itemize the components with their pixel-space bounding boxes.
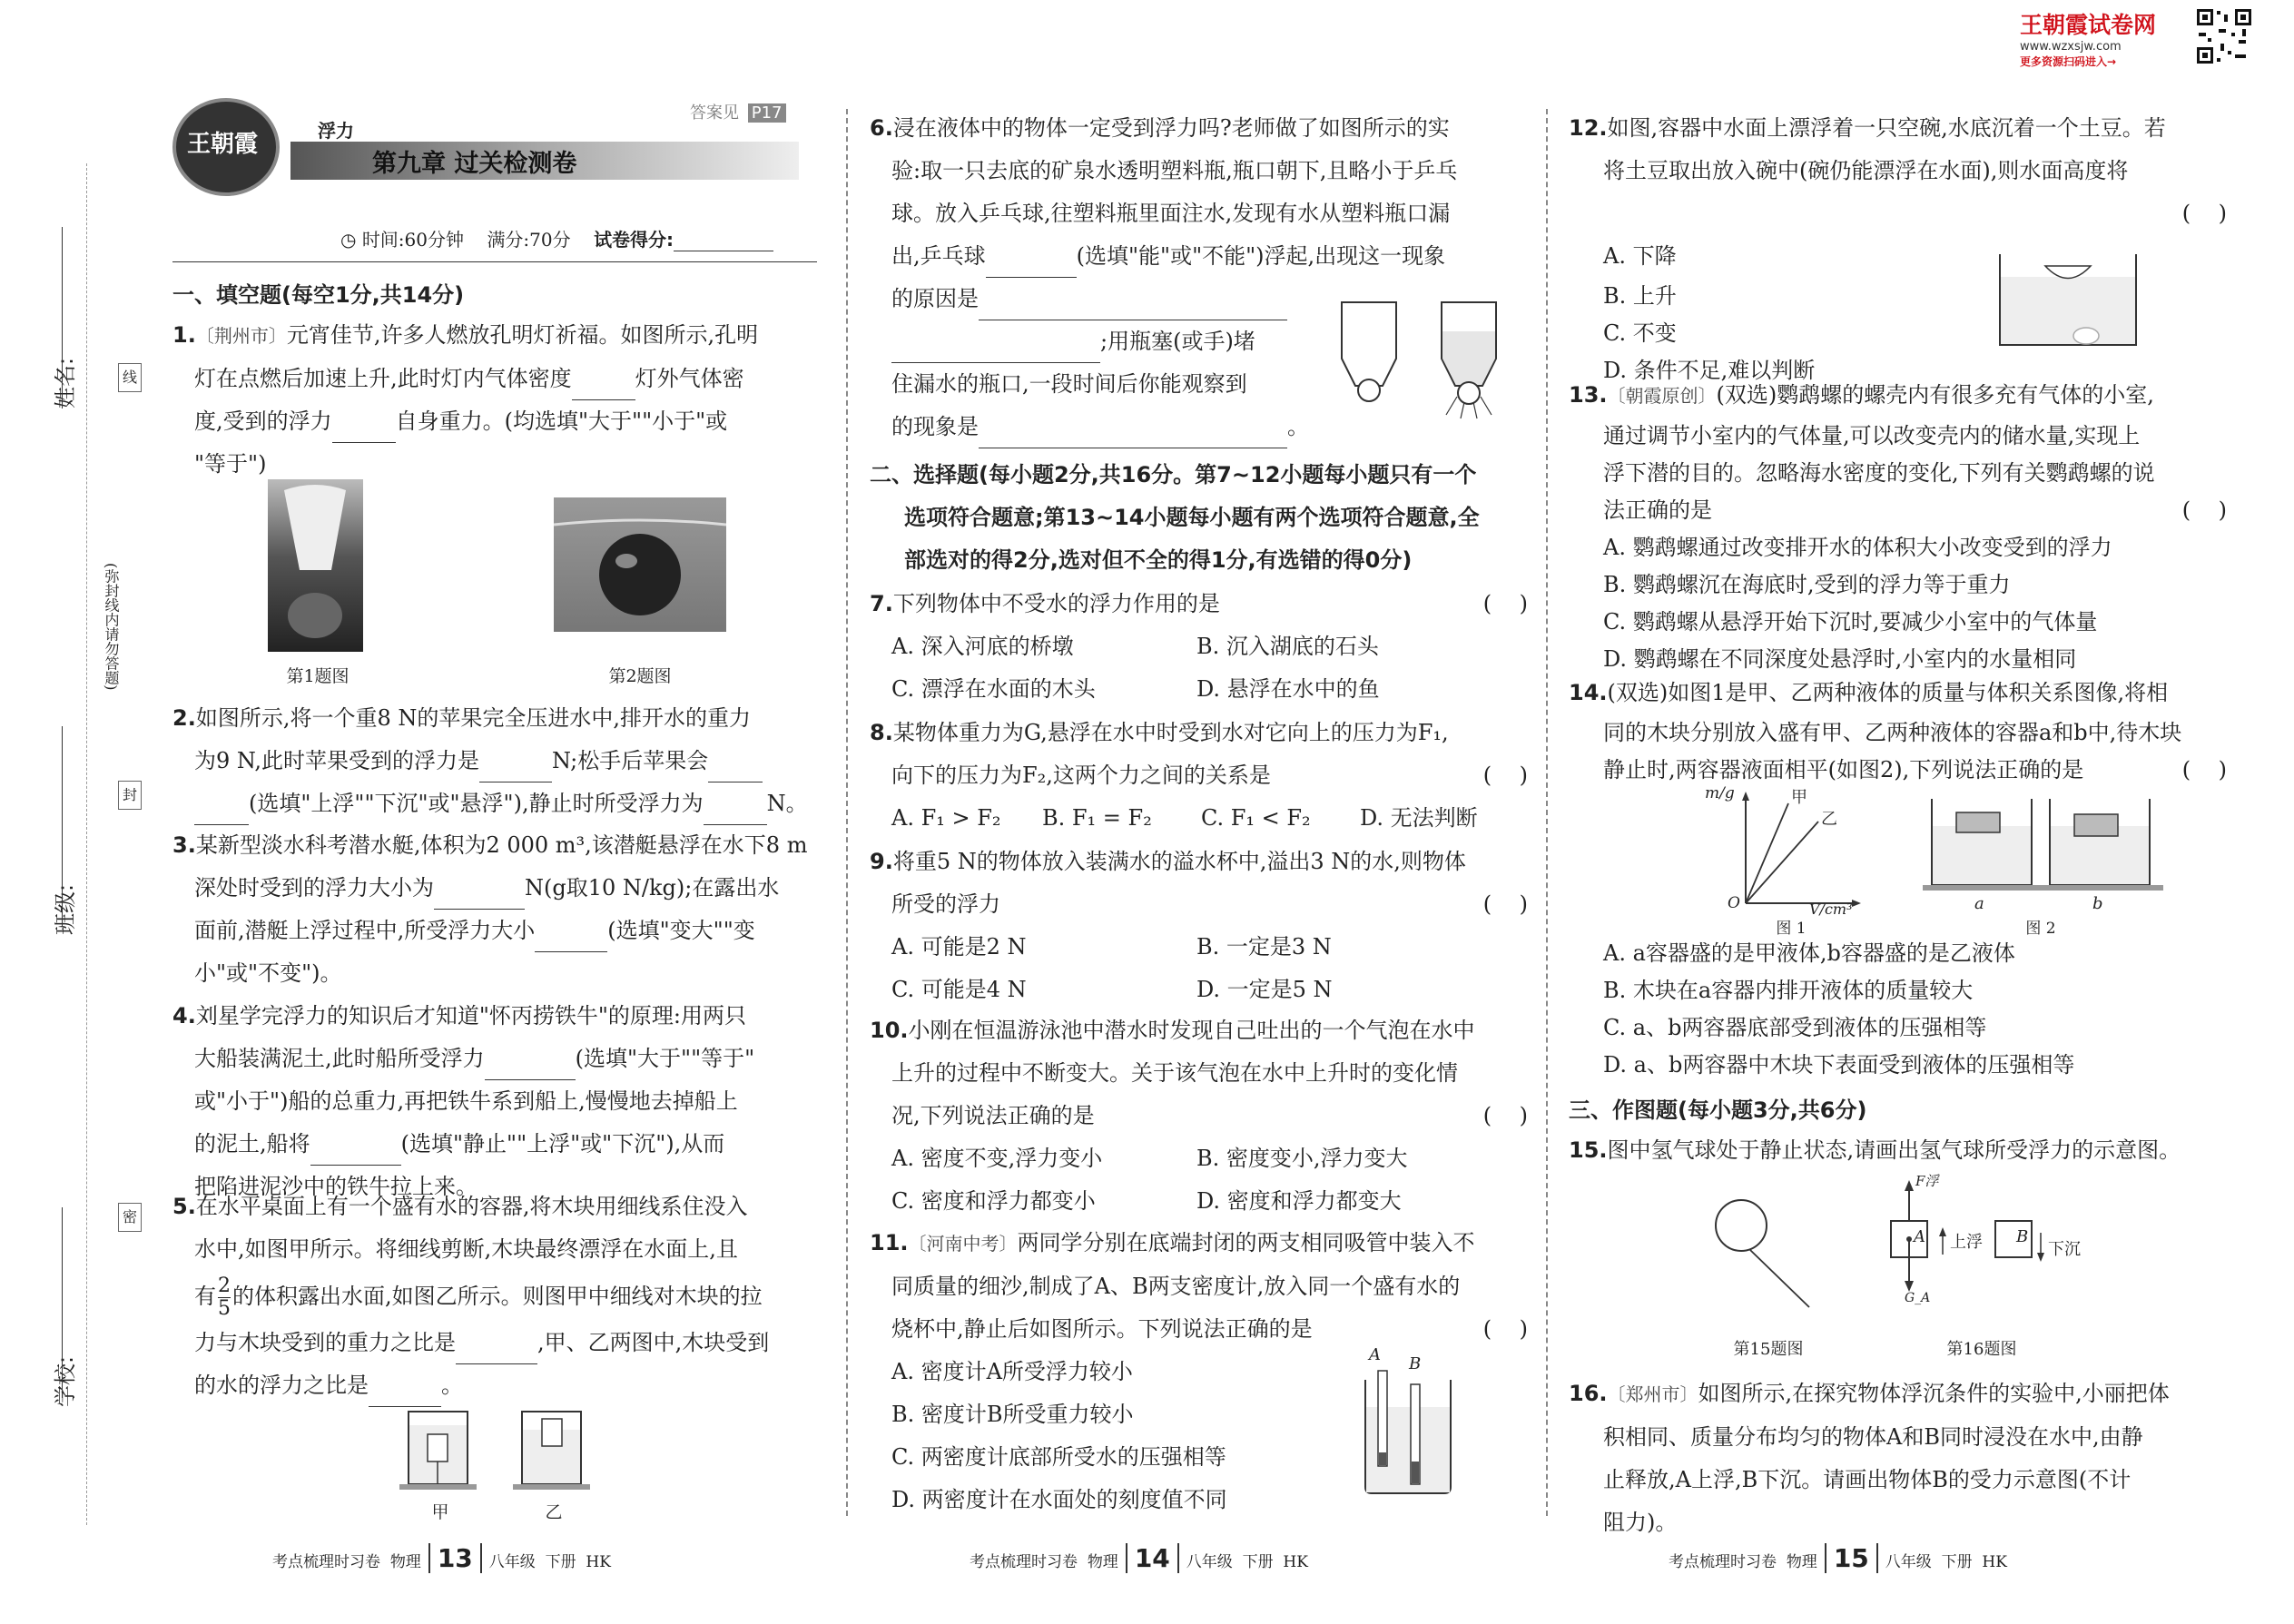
q8-option-d[interactable]: D. 无法判断 (1360, 805, 1478, 831)
q13-source-tag: 〔朝霞原创〕 (1607, 385, 1717, 407)
q3-number: 3. (172, 832, 196, 858)
q5-frac-num: 2 (218, 1275, 231, 1297)
q6-text-1: 浸在液体中的物体一定受到浮力吗?老师做了如图所示的实 (892, 115, 1450, 141)
footer-edition: HK (1982, 1553, 2007, 1571)
q14-label-a: a (1974, 894, 1984, 913)
question-1 (172, 314, 826, 486)
q4-text-4a: 的泥土,船将 (194, 1131, 310, 1156)
question-16 (1569, 1373, 2227, 1544)
q8-text-2: 向下的压力为F₂,这两个力之间的关系是 (891, 763, 1271, 788)
binding-margin (0, 0, 172, 1624)
name-line (62, 227, 63, 408)
seal-note: (弥封线内请勿答题) (103, 563, 120, 691)
exam-full-score: 满分:70分 (487, 229, 571, 251)
page-number-14: 14 (1126, 1543, 1179, 1573)
q12-option-a[interactable]: A. 下降 (1603, 243, 1677, 269)
q1-text-3a: 度,受到的浮力 (194, 408, 332, 434)
q9-option-c[interactable]: C. 可能是4 N (891, 977, 1027, 1002)
section-2-line-2: 选项符合题意;第13~14小题每小题有两个选项符合题意,全 (904, 505, 1480, 530)
q5-text-5a: 的水的浮力之比是 (194, 1373, 369, 1398)
q14-label-b: b (2092, 894, 2103, 913)
q2-blank-3[interactable] (194, 801, 249, 825)
clock-icon: ◷ (340, 229, 357, 251)
q6-text-2: 验:取一只去底的矿泉水透明塑料瓶,瓶口朝下,且略小于乒乓 (891, 158, 1458, 183)
question-9 (870, 841, 1528, 1011)
q13-option-d[interactable]: D. 鹦鹉螺在不同深度处悬浮时,小室内的水量相同 (1603, 646, 2077, 672)
q14-number: 14. (1569, 680, 1608, 705)
q1-text-2b: 灯外气体密 (635, 366, 744, 391)
q13-option-a[interactable]: A. 鹦鹉螺通过改变排开水的体积大小改变受到的浮力 (1603, 535, 2112, 560)
column-divider-2 (1546, 109, 1548, 1516)
school-line (62, 1207, 63, 1398)
q10-text-3: 况,下列说法正确的是 (891, 1103, 1095, 1128)
question-14-options (1569, 935, 2227, 1084)
fig1-caption: 第1题图 (286, 666, 350, 686)
q2-blank-2[interactable] (708, 758, 763, 782)
q4-text-4b: (选填"静止""上浮"或"下沉"),从而 (400, 1131, 725, 1156)
q5-text-4b: ,甲、乙两图中,木块受到 (537, 1330, 770, 1355)
q16-text-4: 阻力)。 (1603, 1510, 1678, 1535)
q1-text-2a: 灯在点燃后加速上升,此时灯内气体密度 (194, 366, 572, 391)
q13-text-1: (双选)鹦鹉螺的螺壳内有很多充有气体的小室, (1716, 382, 2154, 408)
q16-caption: 第16题图 (1946, 1340, 2017, 1359)
exam-time: 时间:60分钟 (361, 229, 464, 251)
q13-number: 13. (1569, 382, 1608, 408)
question-2 (172, 697, 826, 825)
exam-meta (340, 225, 773, 251)
q12-text-1: 如图,容器中水面上漂浮着一只空碗,水底沉着一个土豆。若 (1607, 115, 2166, 141)
class-line (62, 726, 63, 926)
q2-text-3b: N。 (766, 791, 808, 816)
q9-option-b[interactable]: B. 一定是3 N (1196, 934, 1332, 960)
q10-answer-paren[interactable]: ( ) (1482, 1103, 1528, 1128)
q15-text-1: 图中氢气球处于静止状态,请画出氢气球所受浮力的示意图。 (1607, 1137, 2181, 1163)
footer-term: 下册 (1941, 1553, 1973, 1571)
q4-text-2a: 大船装满泥土,此时船所受浮力 (194, 1046, 485, 1071)
q12-option-d[interactable]: D. 条件不足,难以判断 (1603, 358, 1816, 383)
footer-subject: 物理 (389, 1553, 421, 1571)
meta-divider (172, 261, 817, 262)
site-url: www.wzxsjw.com (2020, 40, 2122, 54)
q5-fig-jia: 甲 (431, 1502, 449, 1522)
q16-text-2: 积相同、质量分布均匀的物体A和B同时浸没在水中,由静 (1603, 1424, 2143, 1450)
q6-blank-2[interactable] (979, 296, 1287, 320)
school-label: 学校: (53, 1355, 78, 1407)
apple-photo (554, 497, 726, 632)
section-1-heading: 一、填空题(每空1分,共14分) (172, 282, 465, 308)
footer-edition: HK (586, 1553, 611, 1571)
footer-series: 考点梳理时习卷 (272, 1553, 380, 1571)
q6-text-8b: 。 (1287, 414, 1309, 439)
footer-series: 考点梳理时习卷 (1669, 1553, 1777, 1571)
q6-blank-4[interactable] (979, 424, 1287, 448)
q3-text-3a: 面前,潜艇上浮过程中,所受浮力大小 (194, 918, 536, 943)
footer-edition: HK (1283, 1553, 1308, 1571)
q11-text-3: 烧杯中,静止后如图所示。下列说法正确的是 (891, 1316, 1313, 1342)
q6-number: 6. (870, 115, 893, 141)
q6-bottle-figure (1337, 295, 1519, 422)
q14-text-1: (双选)如图1是甲、乙两种液体的质量与体积关系图像,将相 (1607, 680, 2169, 705)
q3-text-3b: (选填"变大""变 (607, 918, 755, 943)
q1-source-tag: 〔荆州市〕 (195, 325, 287, 347)
answer-ref-label: 答案见 (690, 103, 739, 123)
q4-text-1: 刘星学完浮力的知识后才知道"怀丙捞铁牛"的原理:用两只 (195, 1003, 746, 1029)
answer-ref (690, 100, 786, 123)
q5-fig-yi: 乙 (545, 1502, 563, 1522)
site-tagline: 更多资源扫码进入→ (2020, 55, 2117, 68)
q3-text-1: 某新型淡水科考潜水艇,体积为2 000 m³,该潜艇悬浮在水下8 m (195, 832, 808, 858)
q7-number: 7. (870, 591, 893, 616)
q14-yi-label: 乙 (1821, 810, 1837, 829)
q13-option-c[interactable]: C. 鹦鹉螺从悬浮开始下沉时,要减少小室中的气体量 (1603, 609, 2098, 635)
q7-stem: 下列物体中不受水的浮力作用的是 (892, 591, 1220, 616)
q1-text-3b: 自身重力。(均选填"大于""小于"或 (395, 408, 728, 434)
subject-tag: 浮力 (318, 120, 354, 142)
q8-option-b[interactable]: B. F₁ = F₂ (1042, 805, 1152, 831)
q10-option-a[interactable]: A. 密度不变,浮力变小 (891, 1146, 1103, 1171)
question-10 (870, 1009, 1528, 1223)
q9-option-a[interactable]: A. 可能是2 N (891, 934, 1027, 960)
section-3-heading: 三、作图题(每小题3分,共6分) (1569, 1097, 1867, 1123)
q14-fig2-caption: 图 2 (2025, 920, 2056, 938)
q8-answer-paren[interactable]: ( ) (1482, 763, 1528, 788)
q13-text-2: 通过调节小室内的气体量,可以改变壳内的储水量,实现上 (1603, 423, 2141, 448)
answer-ref-page: P17 (748, 103, 786, 123)
q6-blank-1[interactable] (986, 253, 1077, 278)
q9-answer-paren[interactable]: ( ) (1482, 891, 1528, 917)
q11-label-a: A (1369, 1345, 1381, 1364)
q6-text-4a: 出,乒乓球 (891, 243, 986, 269)
q12-number: 12. (1569, 115, 1608, 141)
q9-number: 9. (870, 849, 893, 874)
q9-text-2: 所受的浮力 (891, 891, 1000, 917)
q6-text-7: 住漏水的瓶口,一段时间后你能观察到 (891, 371, 1247, 397)
q5-text-5b: 。 (441, 1373, 463, 1398)
q15-number: 15. (1569, 1137, 1608, 1163)
q11-text-1: 两同学分别在底端封闭的两支相同吸管中装入不 (1017, 1230, 1475, 1255)
q11-hydrometer-figure (1358, 1345, 1458, 1498)
footer-subject: 物理 (1786, 1553, 1817, 1571)
q11-number: 11. (870, 1230, 909, 1255)
name-label: 姓名: (53, 357, 78, 408)
q5-text-3b: 的体积露出水面,如图乙所示。则图甲中细线对木块的拉 (232, 1284, 763, 1309)
question-14 (1569, 672, 2227, 789)
q14-containers (1918, 794, 2181, 940)
q10-number: 10. (870, 1018, 909, 1043)
column-divider-1 (846, 109, 848, 1516)
chapter-banner (172, 98, 817, 191)
section-2-line-3: 部选对的得2分,选对但不全的得1分,有选错的得0分) (904, 547, 1413, 573)
q10-option-c[interactable]: C. 密度和浮力都变小 (891, 1188, 1096, 1214)
q7-option-c[interactable]: C. 漂浮在水面的木头 (891, 676, 1096, 702)
q11-option-a[interactable]: A. 密度计A所受浮力较小 (891, 1359, 1133, 1384)
q4-text-3: 或"小于")船的总重力,再把铁牛系到船上,慢慢地去掉船上 (194, 1088, 738, 1114)
question-7 (870, 583, 1528, 711)
q2-text-1: 如图所示,将一个重8 N的苹果完全压进水中,排开水的重力 (195, 705, 751, 731)
seal-mark-1: 线 (118, 363, 142, 392)
footer-page-15 (1669, 1543, 2007, 1573)
q3-text-2a: 深处时受到的浮力大小为 (194, 875, 434, 901)
q11-option-b[interactable]: B. 密度计B所受重力较小 (891, 1402, 1134, 1427)
q16-number: 16. (1569, 1381, 1608, 1406)
q6-blank-3[interactable] (891, 339, 1100, 363)
q16-label-b: B (2016, 1227, 2029, 1246)
q10-text-1: 小刚在恒温游泳池中潜水时发现自己吐出的一个气泡在水中 (908, 1018, 1475, 1043)
q14-fig1-caption: 图 1 (1776, 920, 1807, 938)
q8-option-a[interactable]: A. F₁ > F₂ (891, 805, 1001, 831)
q16-label-f: F浮 (1915, 1173, 1939, 1189)
q11-answer-paren[interactable]: ( ) (1482, 1316, 1528, 1342)
page-title: 第九章 过关检测卷 (372, 150, 577, 178)
q1-text-4: "等于") (194, 451, 267, 477)
footer-grade: 八年级 (1186, 1553, 1233, 1571)
q6-text-8a: 的现象是 (891, 414, 979, 439)
exam-score-label: 试卷得分: (594, 229, 674, 251)
q8-text-1: 某物体重力为G,悬浮在水中时受到水对它向上的压力为F₁, (892, 720, 1449, 745)
q1-text-1: 元宵佳节,许多人燃放孔明灯祈福。如图所示,孔明 (286, 322, 759, 348)
q6-text-5: 的原因是 (891, 286, 979, 311)
question-15 (1569, 1129, 2227, 1172)
q14-ylabel: m/g (1705, 784, 1735, 802)
q14-option-a[interactable]: A. a容器盛的是甲液体,b容器盛的是乙液体 (1603, 940, 2015, 966)
fig2-caption: 第2题图 (608, 666, 672, 686)
q2-text-3a: (选填"上浮""下沉"或"悬浮"),静止时所受浮力为 (249, 791, 704, 816)
q4-text-5: 把陷进泥沙中的铁牛拉上来。 (194, 1174, 478, 1199)
q2-blank-4[interactable] (704, 801, 767, 825)
q14-jia-label: 甲 (1791, 788, 1807, 807)
q3-text-2b: N(g取10 N/kg);在露出水 (525, 875, 780, 901)
score-blank[interactable] (674, 227, 773, 251)
q5-text-4a: 力与木块受到的重力之比是 (194, 1330, 456, 1355)
q16-text-3: 止释放,A上浮,B下沉。请画出物体B的受力示意图(不计 (1603, 1467, 2132, 1492)
q6-text-4b: (选填"能"或"不能")浮起,出现这一现象 (1076, 243, 1446, 269)
question-8 (870, 712, 1528, 840)
q12-option-b[interactable]: B. 上升 (1603, 283, 1677, 309)
q6-text-6: ;用瓶塞(或手)堵 (1100, 329, 1255, 354)
seal-mark-3: 密 (118, 1203, 142, 1232)
column-page-14 (870, 0, 1528, 1624)
footer-subject: 物理 (1087, 1553, 1118, 1571)
footer-grade: 八年级 (488, 1553, 536, 1571)
footer-page-14 (970, 1543, 1308, 1573)
q15-caption: 第15题图 (1733, 1340, 1804, 1359)
q16-forces-figure (1868, 1171, 2168, 1307)
footer-series: 考点梳理时习卷 (970, 1553, 1078, 1571)
q14-option-b[interactable]: B. 木块在a容器内排开液体的质量较大 (1603, 978, 1974, 1003)
q14-xlabel: V/cm³ (1809, 901, 1853, 918)
q2-blank-1[interactable] (479, 758, 552, 782)
section-2-heading (870, 454, 1528, 582)
q11-label-b: B (1409, 1354, 1422, 1373)
q14-origin-label: O (1728, 894, 1740, 912)
q16-text-1: 如图所示,在探究物体浮沉条件的实验中,小丽把体 (1698, 1381, 2170, 1406)
brand-badge-text: 王朝霞 (186, 131, 258, 158)
site-brand: 王朝霞试卷网 (2020, 12, 2157, 38)
q11-option-d[interactable]: D. 两密度计在水面处的刻度值不同 (891, 1487, 1227, 1512)
column-page-15 (1569, 0, 2231, 1624)
section-2-line-1: 二、选择题(每小题2分,共16分。第7~12小题每小题只有一个 (870, 462, 1477, 487)
q13-text-3: 浮下潜的目的。忽略海水密度的变化,下列有关鹦鹉螺的说 (1603, 460, 2155, 486)
footer-term: 下册 (1242, 1553, 1274, 1571)
page-number-15: 15 (1825, 1543, 1878, 1573)
q3-text-4: 小"或"不变")。 (194, 960, 342, 986)
q15-balloon-figure (1705, 1185, 1841, 1312)
q1-blank-1[interactable] (572, 376, 635, 400)
q7-option-d[interactable]: D. 悬浮在水中的鱼 (1196, 676, 1380, 702)
q1-blank-2[interactable] (332, 418, 396, 443)
q2-text-2b: N;松手后苹果会 (552, 748, 709, 773)
class-label: 班级: (53, 883, 78, 935)
q13-option-b[interactable]: B. 鹦鹉螺沉在海底时,受到的浮力等于重力 (1603, 572, 2011, 597)
footer-term: 下册 (545, 1553, 576, 1571)
q14-text-2: 同的木块分别放入盛有甲、乙两种液体的容器a和b中,待木块 (1603, 720, 2182, 745)
q12-option-c[interactable]: C. 不变 (1603, 320, 1677, 346)
q12-bowl-figure (1995, 250, 2141, 349)
q12-text-2: 将土豆取出放入碗中(碗仍能漂浮在水面),则水面高度将 (1603, 158, 2129, 183)
q10-text-2: 上升的过程中不断变大。关于该气泡在水中上升时的变化情 (891, 1060, 1458, 1086)
q3-blank-2[interactable] (535, 928, 607, 952)
q4-number: 4. (172, 1003, 196, 1029)
sky-lantern-photo (268, 479, 363, 652)
q13-answer-paren[interactable]: ( ) (2181, 497, 2227, 523)
q2-number: 2. (172, 705, 196, 731)
q5-figure (395, 1403, 604, 1521)
question-13 (1569, 374, 2227, 678)
q13-text-4: 法正确的是 (1603, 497, 1712, 523)
q14-answer-paren[interactable]: ( ) (2181, 757, 2227, 782)
q5-number: 5. (172, 1194, 196, 1219)
q3-blank-1[interactable] (434, 885, 525, 910)
q14-option-c[interactable]: C. a、b两容器底部受到液体的压强相等 (1603, 1015, 1987, 1040)
q16-label-a: A (1914, 1227, 1925, 1246)
q1-number: 1. (172, 322, 196, 348)
q5-text-3a: 有 (194, 1284, 216, 1309)
question-3 (172, 824, 826, 995)
q2-text-2a: 为9 N,此时苹果受到的浮力是 (194, 748, 479, 773)
q16-label-up: 上浮 (1950, 1233, 1983, 1252)
q7-answer-paren[interactable]: ( ) (1482, 591, 1528, 616)
q6-text-3: 球。放入乒乓球,往塑料瓶里面注水,发现有水从塑料瓶口漏 (891, 201, 1451, 226)
q10-option-b[interactable]: B. 密度变小,浮力变大 (1196, 1146, 1408, 1171)
q14-mv-graph (1705, 784, 1868, 938)
q16-label-g: G_A (1905, 1291, 1931, 1305)
q16-source-tag: 〔郑州市〕 (1607, 1383, 1698, 1405)
q11-option-c[interactable]: C. 两密度计底部所受水的压强相等 (891, 1444, 1226, 1470)
q4-text-2b: (选填"大于""等于" (575, 1046, 755, 1071)
q10-option-d[interactable]: D. 密度和浮力都变大 (1196, 1188, 1402, 1214)
q7-option-a[interactable]: A. 深入河底的桥墩 (891, 634, 1074, 659)
q14-text-3: 静止时,两容器液面相平(如图2),下列说法正确的是 (1603, 757, 2084, 782)
q5-blank-1[interactable] (456, 1340, 537, 1364)
q9-text-1: 将重5 N的物体放入装满水的溢水杯中,溢出3 N的水,则物体 (892, 849, 1466, 874)
q4-blank-1[interactable] (485, 1056, 576, 1080)
q5-frac-den: 5 (218, 1297, 231, 1320)
q14-option-d[interactable]: D. a、b两容器中木块下表面受到液体的压强相等 (1603, 1052, 2075, 1078)
q11-text-2: 同质量的细沙,制成了A、B两支密度计,放入同一个盛有水的 (891, 1274, 1461, 1299)
q8-number: 8. (870, 720, 893, 745)
page-number-13: 13 (428, 1543, 482, 1573)
q8-option-c[interactable]: C. F₁ < F₂ (1201, 805, 1311, 831)
column-page-13 (172, 0, 826, 1624)
question-4 (172, 995, 826, 1208)
q11-source-tag: 〔河南中考〕 (908, 1233, 1018, 1255)
q16-label-down: 下沉 (2048, 1240, 2081, 1259)
question-5 (172, 1186, 826, 1407)
q5-fraction (218, 1275, 231, 1320)
q7-option-b[interactable]: B. 沉入湖底的石头 (1196, 634, 1379, 659)
seal-mark-2: 封 (118, 781, 142, 810)
q12-answer-paren[interactable]: ( ) (2181, 201, 2227, 226)
q4-blank-2[interactable] (310, 1141, 401, 1166)
q9-option-d[interactable]: D. 一定是5 N (1196, 977, 1333, 1002)
footer-page-13 (272, 1543, 611, 1573)
q5-text-1: 在水平桌面上有一个盛有水的容器,将木块用细线系住没入 (195, 1194, 748, 1219)
q5-text-2: 水中,如图甲所示。将细线剪断,木块最终漂浮在水面上,且 (194, 1236, 738, 1262)
footer-grade: 八年级 (1885, 1553, 1932, 1571)
